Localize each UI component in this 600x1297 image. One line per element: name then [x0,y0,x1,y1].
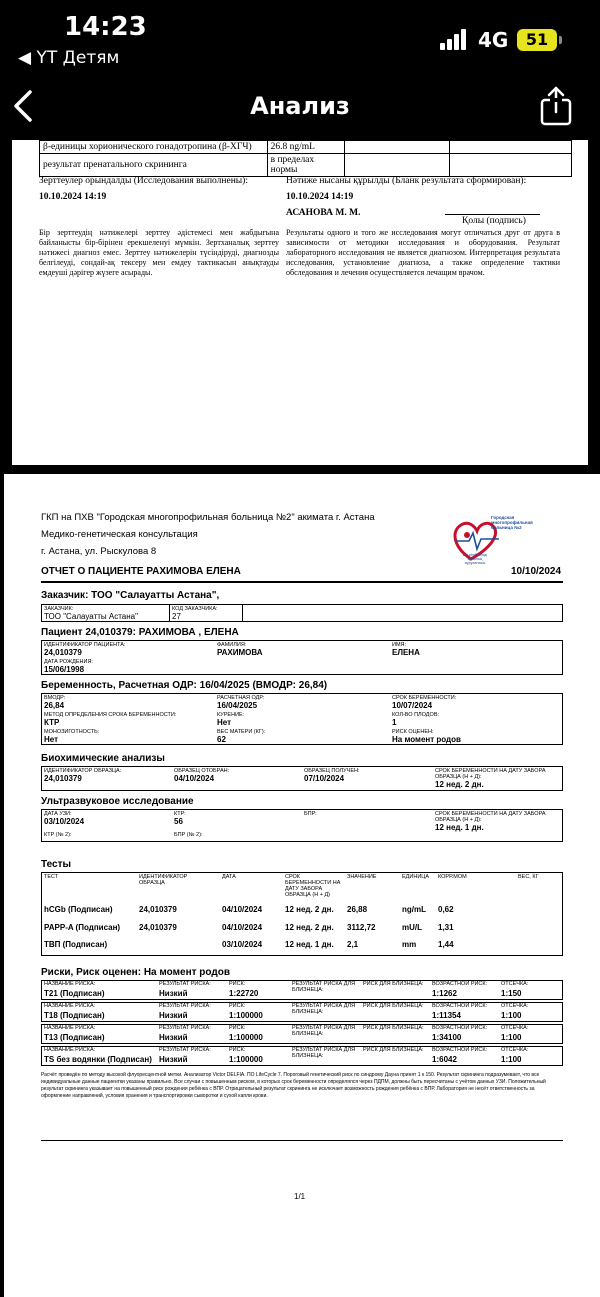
patient-last-name: РАХИМОВА [217,648,263,657]
page-title: Анализ [250,92,350,120]
risks-heading: Риски, Риск оценен: На момент родов [41,967,230,978]
pregnancy-heading: Беременность, Расчетная ОДР: 16/04/2025 (ВМОДР: 26,84) [41,680,328,691]
logo-line-1: Городская [491,515,515,520]
logo-line-3: больница №2 [491,525,522,530]
customer-name: ТОО "Салауатты Астана" [44,612,138,621]
table-row: PAPP-A (Подписан) 24,010379 04/10/2024 12 нед. 2 дн. 3112,72 mU/L 1,31 [44,923,454,932]
network-type: 4G [478,28,509,52]
table-row: результат пренатального скрининга в пределах нормы [40,154,572,177]
org-address: г. Астана, ул. Рыскулова 8 [41,546,157,557]
performed-date: 10.10.2024 14:19 [39,192,107,202]
disclaimer-kz: Бір зерттеудің нәтижелері зерттеу әдістемесі мен жабдығына байланысты бір-бірінен ерекшеленуі мүмкін. Зертханалық зерттеу нәтижесі диагноз емес. Зерттеу нәтижелерін түсіндіруді, диагнозды белгілеуді, сондай-ақ тексеру мен емдеу тактикасын анықтауды емдеуші дәрігер жүзеге асырады. [39,228,279,277]
patient-first-name: ЕЛЕНА [392,648,420,657]
document-page-2 [4,474,600,1297]
patient-box: ИДЕНТИФИКАТОР ПАЦИЕНТА: 24,010379 ФАМИЛИЯ: РАХИМОВА ИМЯ: ЕЛЕНА ДАТА РОЖДЕНИЯ: 15/06/1998 [41,640,563,675]
share-icon[interactable] [538,84,574,128]
signature-line [445,214,540,215]
table-row: ТВП (Подписан) 03/10/2024 12 нед. 1 дн. 2,1 mm 1,44 [44,940,454,949]
tests-table: ТЕСТ ИДЕНТИФИКАТОР ОБРАЗЦА ДАТА СРОК БЕРЕМЕННОСТИ НА ДАТУ ЗАБОРА ОБРАЗЦА (Н + Д) ЗНАЧЕНИЕ ЕДИНИЦА КОРР.МОМ ВЕС, КГ hCGb (Подписан) 24,010379 04/10/2024 12 нед. 2 дн. 26,88 ng/mL 0,62 PAPP-A (Подписан) 24,010379 04/10/2024 12 нед. 2 дн. 3112,72 mU/L 1,31 ТВП (Подписан) 03/10/2024 12 нед. 1 дн. 2,1 mm 1,44 [41,872,563,956]
ultrasound-box: ДАТА УЗИ: 03/10/2024 КТР: 56 БПР: СРОК БЕРЕМЕННОСТИ НА ДАТУ ЗАБОРА ОБРАЗЦА (Н + Д): 12 нед. 1 дн. КТР (№ 2): БПР (№ 2): [41,809,563,842]
disclaimer-ru: Результаты одного и того же исследования могут отличаться друг от друга в зависимости от методики исследования и оборудования. Результат лабораторного исследования не является диагнозом. Интерпретация результата исследования, установление диагноза, а также определение тактики обследования и лечения осуществляется лечащим врачом. [286,228,560,277]
biochem-heading: Биохимические анализы [41,753,165,764]
table-row: НАЗВАНИЕ РИСКА: РЕЗУЛЬТАТ РИСКА: РИСК: РЕЗУЛЬТАТ РИСКА ДЛЯ БЛИЗНЕЦА: РИСК ДЛЯ БЛИЗНЕЦА: ВОЗРАСТНОЙ РИСК: ОТСЕЧКА: T13 (Подписан) Низкий 1:100000 1:34100 1:100 [41,1024,563,1044]
org-name: ГКП на ПХВ "Городская многопрофильная больница №2" акимата г. Астана [41,512,375,523]
status-bar [0,0,600,80]
ultrasound-heading: Ультразвуковое исследование [41,796,194,807]
results-table-tail [39,140,572,177]
cell-signal-icon [440,28,468,50]
back-to-app-link[interactable]: ◀ YT Детям [18,48,120,68]
customer-box: ЗАКАЗЧИК: ТОО "Салауатты Астана" КОД ЗАКАЗЧИКА: 27 [41,604,563,622]
table-row: НАЗВАНИЕ РИСКА: РЕЗУЛЬТАТ РИСКА: РИСК: РЕЗУЛЬТАТ РИСКА ДЛЯ БЛИЗНЕЦА: РИСК ДЛЯ БЛИЗНЕЦА: ВОЗРАСТНОЙ РИСК: ОТСЕЧКА: T21 (Подписан) Низкий 1:22720 1:1262 1:150 [41,980,563,1000]
report-date: 10/10/2024 [511,566,562,577]
logo-sub-2: қалалық [467,557,483,562]
table-row: hCGb (Подписан) 24,010379 04/10/2024 12 нед. 2 дн. 26,88 ng/mL 0,62 [44,905,454,914]
logo-sub-3: ауруханасы [464,561,486,566]
performed-label: Зерттеулер орындалды (Исследования выполнены): [39,176,248,186]
report-title: ОТЧЕТ О ПАЦИЕНТЕ РАХИМОВА ЕЛЕНА [41,566,241,577]
org-department: Медико-генетическая консультация [41,529,198,540]
patient-dob: 15/06/1998 [44,665,85,674]
hospital-logo [449,509,539,569]
signature-caption: Қолы (подпись) [462,216,526,226]
formed-date: 10.10.2024 14:19 [286,192,354,202]
tests-heading: Тесты [41,859,72,870]
patient-heading: Пациент 24,010379: РАХИМОВА , ЕЛЕНА [41,627,239,638]
logo-sub-1: Екі көпбейінді [462,553,488,557]
divider [41,581,563,583]
doctor-name: АСАНОВА М. М. [286,208,361,218]
method-note: Расчёт проведён по методу высокой флуоресцентной метки. Анализатор Victor DELFIA. ПО LifeCycle 7. Пороговый генетический риск по синдрому Дауна принят 1 к 150. Результат скрининга подразумевает, что все индивидуальные данные пациентки указаны правильно. Все случаи с повышенным риском, в которых срок беременности определялся через ПДПМ, должны быть пересчитаны с учётом данных УЗИ. Положительный результат скрининга указывает на повышенный риск рождения ребёнка с ВПР. Отрицательный результат скрининга не исключает возможность рождения ребёнка с ВПР. Лаборатория не несёт ответственность за оформление направлений, условия хранения и транспортировки сыворотки и сухой капли крови. [41,1072,546,1099]
table-row: НАЗВАНИЕ РИСКА: РЕЗУЛЬТАТ РИСКА: РИСК: РЕЗУЛЬТАТ РИСКА ДЛЯ БЛИЗНЕЦА: РИСК ДЛЯ БЛИЗНЕЦА: ВОЗРАСТНОЙ РИСК: ОТСЕЧКА: TS без водянки (Подписан) Низкий 1:100000 1:6042 1:100 [41,1046,563,1066]
pregnancy-box: ВМОДР: 26,84 РАСЧЕТНАЯ ОДР: 16/04/2025 СРОК БЕРЕМЕННОСТИ: 10/07/2024 МЕТОД ОПРЕДЕЛЕНИЯ СРОКА БЕРЕМЕННОСТИ: КТР КУРЕНИЕ: Нет КОЛ-ВО ПЛОДОВ: 1 МОНОЗИГОТНОСТЬ: Нет ВЕС МАТЕРИ (КГ): 62 РИСК ОЦЕНЕН: На момент родов [41,693,563,745]
table-row: β-единицы хорионического гонадотропина (β-ХГЧ) 26.8 ng/mL [40,141,572,154]
logo-line-2: многопрофильная [491,520,533,525]
patient-id: 24,010379 [44,648,82,657]
biochem-box: ИДЕНТИФИКАТОР ОБРАЗЦА: 24,010379 ОБРАЗЕЦ ОТОБРАН: 04/10/2024 ОБРАЗЕЦ ПОЛУЧЕН: 07/10/2024 СРОК БЕРЕМЕННОСТИ НА ДАТУ ЗАБОРА ОБРАЗЦА (Н + Д): 12 нед. 2 дн. [41,766,563,791]
navigation-bar [0,80,600,140]
page-number: 1/1 [294,1192,306,1201]
document-page-1 [12,140,588,465]
formed-label: Нәтиже нысаны құрылды (Бланк результата сформирован): [286,176,527,186]
divider [41,1140,563,1141]
battery-icon: 51 [517,29,557,51]
status-time: 14:23 [64,12,147,42]
customer-code: 27 [172,612,181,621]
table-row: НАЗВАНИЕ РИСКА: РЕЗУЛЬТАТ РИСКА: РИСК: РЕЗУЛЬТАТ РИСКА ДЛЯ БЛИЗНЕЦА: РИСК ДЛЯ БЛИЗНЕЦА: ВОЗРАСТНОЙ РИСК: ОТСЕЧКА: T18 (Подписан) Низкий 1:100000 1:11354 1:100 [41,1002,563,1022]
customer-heading: Заказчик: ТОО "Салауатты Астана", [41,590,220,601]
